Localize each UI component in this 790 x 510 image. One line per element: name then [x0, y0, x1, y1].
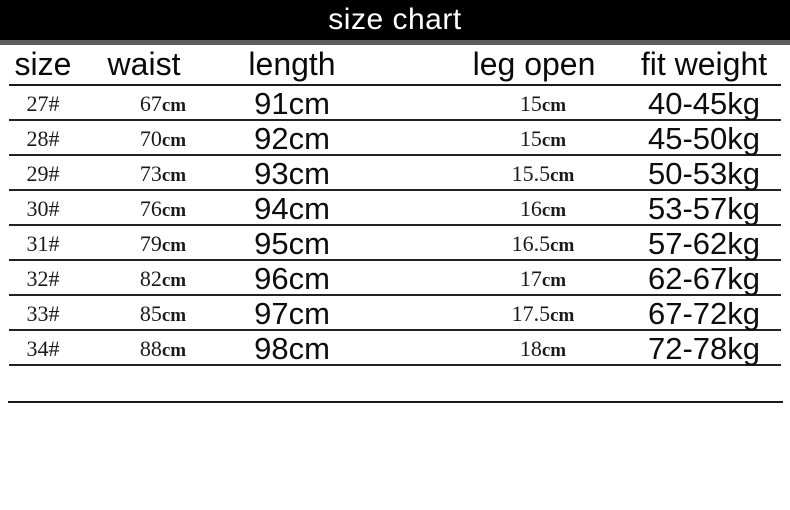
table-cell-size: 33# — [26, 301, 60, 326]
table-cell-waist: 76cm — [139, 196, 187, 221]
table-cell-weight: 62-67kg — [647, 261, 761, 296]
table-cell-weight: 72-78kg — [647, 331, 761, 366]
table-cell-size: 27# — [26, 91, 60, 116]
table-cell-size: 31# — [26, 231, 60, 256]
table-row — [9, 86, 781, 121]
table-cell-size: 28# — [26, 126, 60, 151]
column-header-fit-weight: fit weight — [640, 46, 768, 82]
table-row — [9, 261, 781, 296]
table-cell-waist: 67cm — [139, 91, 187, 116]
table-row — [9, 296, 781, 331]
table-cell-legopen: 15.5cm — [511, 161, 575, 186]
table-row — [9, 121, 781, 156]
table-cell-size: 34# — [26, 336, 60, 361]
column-header-length: length — [248, 46, 336, 82]
table-row — [9, 226, 781, 261]
table-cell-waist: 79cm — [139, 231, 187, 256]
table-body — [9, 86, 781, 366]
table-cell-length: 92cm — [254, 121, 330, 156]
table-cell-size: 32# — [26, 266, 60, 291]
size-chart-table — [9, 45, 781, 366]
table-cell-length: 91cm — [254, 86, 330, 121]
table-cell-legopen: 18cm — [519, 336, 567, 361]
table-row — [9, 191, 781, 226]
table-cell-length: 95cm — [254, 226, 330, 261]
table-cell-length: 96cm — [254, 261, 330, 296]
table-cell-length: 93cm — [254, 156, 330, 191]
bottom-rule — [8, 401, 783, 403]
table-cell-legopen: 17.5cm — [511, 301, 575, 326]
table-cell-waist: 85cm — [139, 301, 187, 326]
table-cell-waist: 88cm — [139, 336, 187, 361]
table-cell-size: 29# — [26, 161, 60, 186]
table-cell-legopen: 16cm — [519, 196, 567, 221]
table-cell-waist: 82cm — [139, 266, 187, 291]
column-header-size: size — [14, 46, 72, 82]
table-cell-weight: 45-50kg — [647, 121, 761, 156]
column-header-leg-open: leg open — [472, 46, 596, 82]
table-cell-weight: 53-57kg — [647, 191, 761, 226]
table-cell-legopen: 17cm — [519, 266, 567, 291]
table-row — [9, 331, 781, 366]
table-row — [9, 156, 781, 191]
table-cell-length: 94cm — [254, 191, 330, 226]
table-cell-size: 30# — [26, 196, 60, 221]
table-cell-waist: 73cm — [139, 161, 187, 186]
table-cell-weight: 40-45kg — [647, 86, 761, 121]
column-header-waist: waist — [107, 46, 181, 82]
table-cell-weight: 57-62kg — [647, 226, 761, 261]
table-cell-waist: 70cm — [139, 126, 187, 151]
table-cell-legopen: 16.5cm — [511, 231, 575, 256]
table-cell-legopen: 15cm — [519, 91, 567, 116]
title-bar — [0, 0, 790, 40]
table-cell-length: 98cm — [254, 331, 330, 366]
table-cell-weight: 67-72kg — [647, 296, 761, 331]
page-title: size chart — [328, 3, 462, 36]
table-header-row — [9, 45, 781, 86]
table-cell-length: 97cm — [254, 296, 330, 331]
table-cell-legopen: 15cm — [519, 126, 567, 151]
table-cell-weight: 50-53kg — [647, 156, 761, 191]
